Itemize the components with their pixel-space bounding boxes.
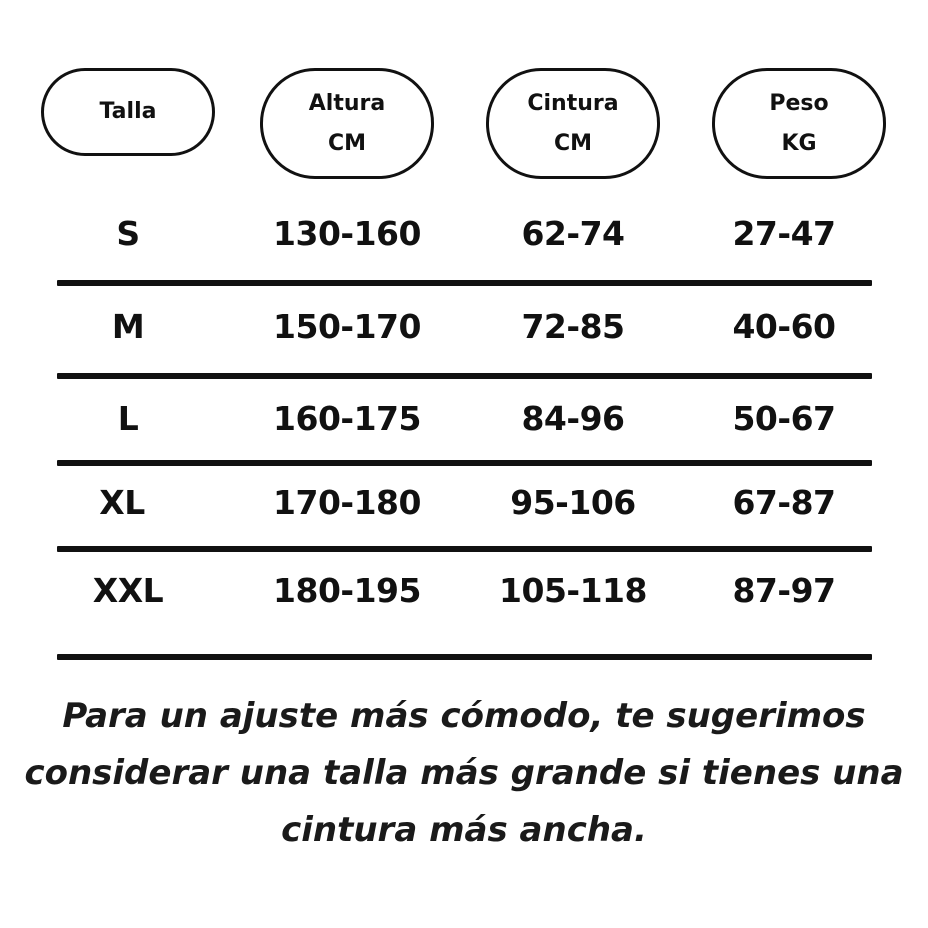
header-peso: [712, 68, 886, 179]
header-altura-label: Altura: [308, 90, 386, 116]
height-cell: 170-180: [273, 483, 421, 522]
row-divider: [57, 654, 872, 660]
header-cintura-label: Cintura: [527, 90, 619, 116]
weight-cell: 27-47: [732, 214, 836, 253]
size-cell: XL: [99, 483, 145, 522]
size-cell: M: [111, 307, 145, 346]
table-row: [0, 297, 928, 357]
row-divider: [57, 460, 872, 466]
header-cintura-unit: CM: [553, 130, 593, 156]
waist-cell: 84-96: [521, 399, 625, 438]
waist-cell: 95-106: [510, 483, 636, 522]
header-talla-label: Talla: [99, 99, 157, 124]
fit-note-line: cintura más ancha.: [281, 810, 647, 850]
header-peso-unit: KG: [781, 130, 817, 156]
table-row: [0, 561, 928, 621]
fit-note-line: Para un ajuste más cómodo, te sugerimos: [62, 696, 866, 736]
fit-note-line: considerar una talla más grande si tienes una: [24, 753, 904, 793]
row-divider: [57, 373, 872, 379]
header-talla: [41, 68, 215, 156]
waist-cell: 105-118: [499, 571, 647, 610]
height-cell: 130-160: [273, 214, 421, 253]
fit-note: [0, 688, 928, 859]
weight-cell: 67-87: [732, 483, 836, 522]
size-cell: L: [117, 399, 139, 438]
size-cell: S: [116, 214, 140, 253]
size-cell: XXL: [92, 571, 164, 610]
table-row: [0, 389, 928, 449]
weight-cell: 50-67: [732, 399, 836, 438]
header-cintura: [486, 68, 660, 179]
weight-cell: 40-60: [732, 307, 836, 346]
waist-cell: 62-74: [521, 214, 625, 253]
table-row: [0, 204, 928, 264]
header-peso-label: Peso: [769, 90, 829, 116]
header-altura-unit: CM: [327, 130, 367, 156]
height-cell: 160-175: [273, 399, 421, 438]
height-cell: 180-195: [273, 571, 421, 610]
table-row: [0, 473, 928, 533]
weight-cell: 87-97: [732, 571, 836, 610]
row-divider: [57, 546, 872, 552]
waist-cell: 72-85: [521, 307, 625, 346]
height-cell: 150-170: [273, 307, 421, 346]
row-divider: [57, 280, 872, 286]
header-altura: [260, 68, 434, 179]
